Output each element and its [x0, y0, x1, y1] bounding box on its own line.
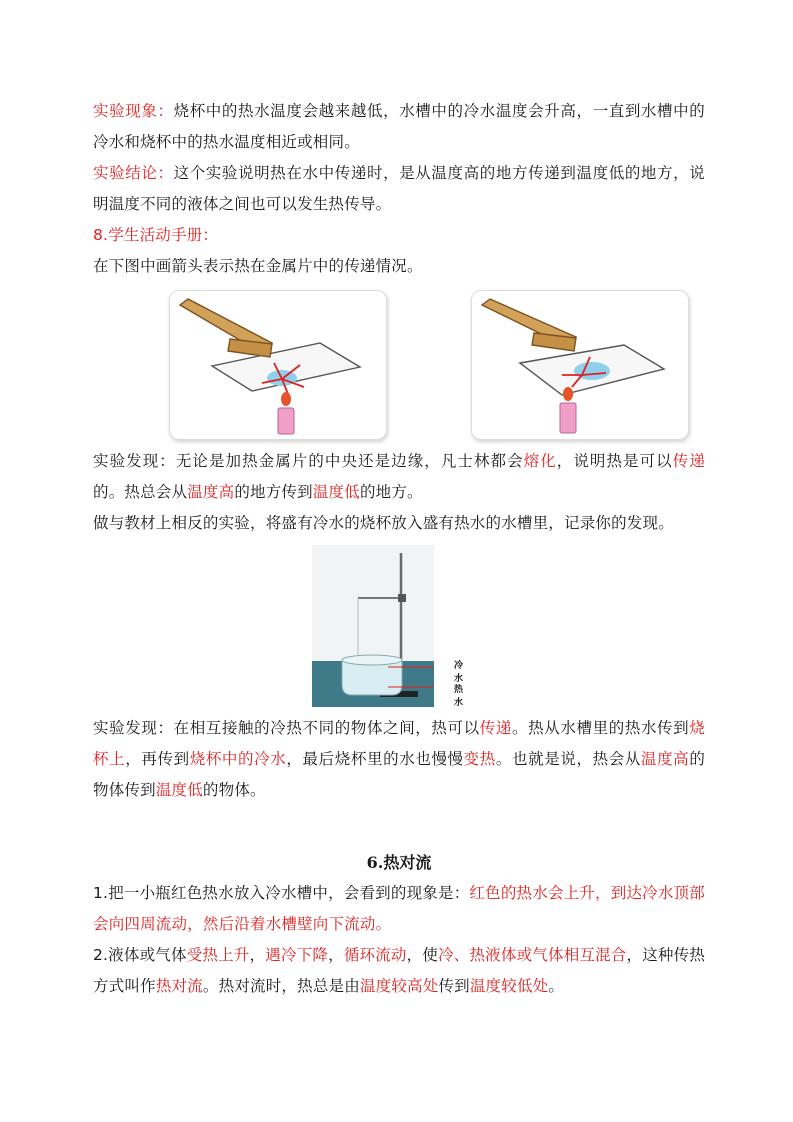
question1-text: 1.把一小瓶红色热水放入冷水槽中，会看到的现象是：: [93, 884, 470, 902]
finding2-answer-5: 温度高: [640, 750, 690, 768]
hot-water-label: 热水: [454, 685, 464, 708]
finding1-answer-2: 传递: [672, 452, 706, 470]
instruction-text: 在下图中画箭头表示热在金属片中的传递情况。: [93, 257, 423, 275]
phenomenon-paragraph: [93, 96, 705, 158]
finding2-text-2: 。热从水槽里的热水传到: [512, 719, 690, 737]
question2-answer-2: 遇冷下降: [265, 946, 329, 964]
finding2-paragraph: [93, 713, 705, 806]
question2-text-8: 。: [548, 977, 565, 995]
question2-text-6: 。热对流时，热总是由: [202, 977, 360, 995]
conclusion-label: 实验结论：: [93, 164, 174, 182]
finding2-answer-4: 变热: [463, 750, 496, 768]
finding2-text-5: 。也就是说，热会从: [495, 750, 641, 768]
question2-text-1: 2.液体或气体: [93, 946, 187, 964]
finding1-text-1: 实验发现：无论是加热金属片的中央还是边缘，凡士林都会: [93, 452, 524, 470]
finding1-text-4: 的地方传到: [234, 483, 313, 501]
conclusion-text: 这个实验说明热在水中传递时，是从温度高的地方传递到温度低的地方，说明温度不同的液体之间也可以发生热传导。: [93, 164, 705, 213]
cold-water-label: 冷水: [454, 661, 464, 684]
question2-answer-1: 受热上升: [186, 946, 250, 964]
finding2-answer-2: 烧杯上: [93, 719, 705, 768]
finding1-text-5: 的地方。: [359, 483, 423, 501]
experiment-photo: [312, 545, 464, 708]
metal-sheet-figures: [169, 290, 689, 440]
metal-sheet-center-illustration: [170, 291, 386, 439]
metal-sheet-edge-illustration: [472, 291, 688, 439]
question1-paragraph: [93, 878, 705, 940]
figure-heating-edge: [471, 290, 689, 440]
question2-text-5: ，这种传热方式叫作: [93, 946, 706, 995]
question2-answer-4: 冷、热液体或气体相互混合: [438, 946, 627, 964]
finding2-answer-1: 传递: [479, 719, 513, 737]
question2-text-7: 传到: [438, 977, 470, 995]
handbook-title: 8.学生活动手册：: [93, 226, 219, 244]
question2-paragraph: [93, 940, 705, 1002]
question2-answer-7: 温度较低处: [469, 977, 549, 995]
question2-answer-5: 热对流: [155, 977, 203, 995]
question2-text-2: ，: [249, 946, 266, 964]
question1-answer: 红色的热水会上升，到达冷水顶部会向四周流动，然后沿着水槽壁向下流动。: [93, 884, 705, 933]
finding2-text-3: ，再传到: [125, 750, 190, 768]
section-title: 6.热对流: [366, 853, 432, 872]
figure-heating-center: [169, 290, 387, 440]
finding1-text-2: ，说明热是可以: [556, 452, 673, 470]
question2-answer-3: 循环流动: [343, 946, 407, 964]
finding2-answer-6: 温度低: [155, 781, 203, 799]
question2-text-3: ，: [328, 946, 344, 964]
finding1-paragraph: [93, 446, 705, 508]
question2-answer-6: 温度较高处: [359, 977, 439, 995]
finding2-text-7: 的物体。: [202, 781, 266, 799]
finding2-text-6: 的物体传到: [93, 750, 706, 799]
question2-text-4: ，使: [406, 946, 439, 964]
finding2-text-4: ，最后烧杯里的水也慢慢: [286, 750, 464, 768]
finding2-text-1: 实验发现：在相互接触的冷热不同的物体之间，热可以: [93, 719, 480, 737]
beaker-stand-illustration: [312, 545, 434, 707]
worksheet-page: [93, 96, 705, 1002]
phenomenon-label: 实验现象：: [93, 102, 174, 120]
phenomenon-text: 烧杯中的热水温度会越来越低，水槽中的冷水温度会升高，一直到水槽中的冷水和烧杯中的热水温度相近或相同。: [93, 102, 705, 151]
finding2-answer-3: 烧杯中的冷水: [189, 750, 287, 768]
reverse-instruction: 做与教材上相反的实验，将盛有冷水的烧杯放入盛有热水的水槽里，记录你的发现。: [93, 514, 674, 532]
conclusion-paragraph: [93, 158, 705, 220]
finding1-answer-3: 温度高: [187, 483, 235, 501]
finding1-answer-1: 熔化: [523, 452, 557, 470]
finding1-answer-4: 温度低: [312, 483, 360, 501]
finding1-text-3: 的。热总会从: [93, 483, 188, 501]
